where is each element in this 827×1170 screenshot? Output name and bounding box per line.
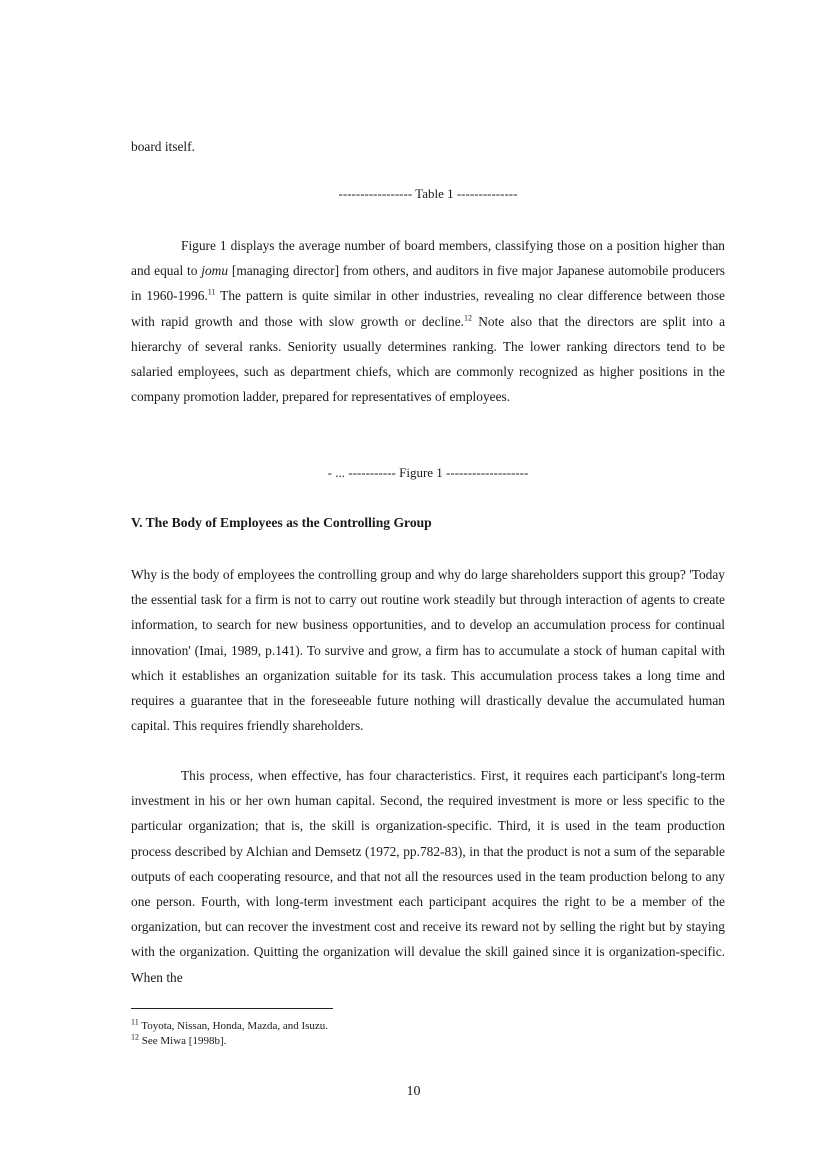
figure-placeholder-marker: - ... ----------- Figure 1 ------------------- (327, 465, 529, 480)
table-placeholder-marker: ----------------- Table 1 -------------- (338, 186, 518, 201)
section-heading: V. The Body of Employees as the Controlling Group (131, 515, 432, 530)
footnote-12: $^{12}$ See Miwa [1998b]. (131, 1032, 227, 1047)
footnote-ref-11: 11 (207, 287, 216, 297)
footnote-11: $^{11}$ Toyota, Nissan, Honda, Mazda, and Isuzu. (131, 1017, 329, 1032)
continued-text: board itself. (131, 139, 195, 154)
page-number: 10 (406, 1084, 421, 1099)
paragraph-controlling-group: Why is the body of employees the controlling group and why do large shareholders support this group? 'Today the essential task for a firm is not to carry out routine work steadily but through interaction of agents to create information, to search for new business opportunities, and to develop an accumulation process for continual innovation' (Imai, 1989, p.141). To survive and grow, a firm has to accumulate a stock of human capital with which it establishes an organization suitable for its task. This accumulation process takes a long time and requires a guarantee that in the foreseeable future nothing will drastically devalue the accumulated human capital. This requires friendly shareholders. (131, 567, 725, 734)
italic-term: jomu (201, 263, 229, 279)
paragraph-four-characteristics: This process, when effective, has four characteristics. First, it requires each participant's long-term investment in his or her own human capital. Second, the required investment is more or less specific to the particular organization; that is, the skill is organization-specific. Third, it is used in the team production process described by Alchian and Demsetz (1972, pp.782-83), in that the product is not a sum of the separable outputs of each cooperating resource, and that not all the resources used in the team production belong to any one person. Fourth, with long-term investment each participant acquires the right to be a member of the organization, but can recover the investment cost and receive its reward not by selling the right but by staying with the organization. Quitting the organization will devalue the skill gained since it is organization-specific. When the (131, 768, 725, 985)
footnote-ref-12: 12 (464, 313, 472, 323)
footnote-divider (131, 1008, 333, 1009)
paragraph-figure-description: Figure 1 displays the average number of board members, classifying those on a position higher than and equal to jomu [managing director] from others, and auditors in five major Japanese automobile producers in 1960-1996.11 The pattern is quite similar in other industries, revealing no clear difference between those with rapid growth and those with slow growth or decline.$^{12}$ Note also that the directors are split into a hierarchy of several ranks. Seniority usually determines ranking. The lower ranking directors tend to be salaried employees, such as department chiefs, which are commonly recognized as higher positions in the company promotion ladder, prepared for representatives of employees. (131, 238, 726, 405)
